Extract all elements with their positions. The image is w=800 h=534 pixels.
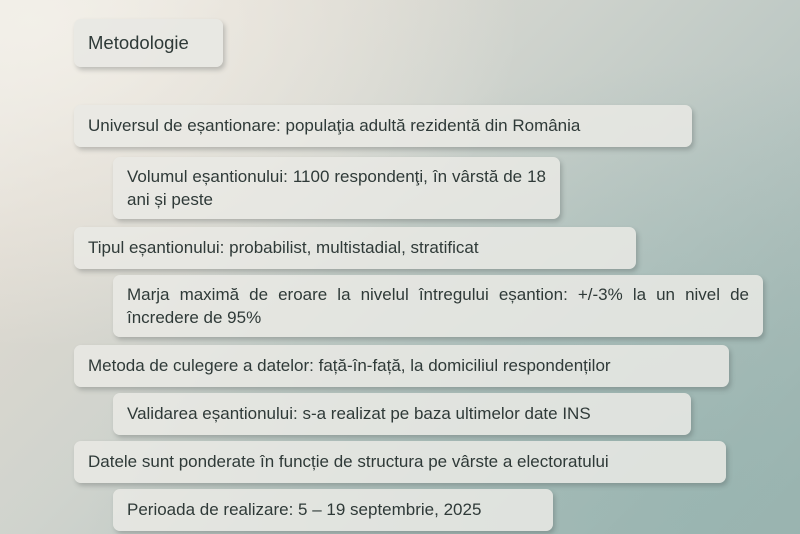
slide-title: Metodologie — [88, 32, 189, 54]
methodology-item-text: Datele sunt ponderate în funcție de structura pe vârste a electoratului — [88, 452, 609, 472]
methodology-item-text: Validarea eșantionului: s-a realizat pe baza ultimelor date INS — [127, 404, 591, 424]
methodology-item-collection-method — [74, 345, 729, 387]
methodology-item-text: Metoda de culegere a datelor: față-în-față, la domiciliul respondenților — [88, 356, 611, 376]
methodology-item-sample-size — [113, 157, 560, 219]
methodology-item-text: Universul de eșantionare: populaţia adultă rezidentă din România — [88, 116, 581, 136]
methodology-item-margin-of-error — [113, 275, 763, 337]
methodology-item-sample-validation — [113, 393, 691, 435]
methodology-item-text: Perioada de realizare: 5 – 19 septembrie, 2025 — [127, 500, 482, 520]
slide-title-card — [74, 19, 223, 67]
methodology-item-period — [113, 489, 553, 531]
methodology-item-text: Marja maximă de eroare la nivelul întregului eșantion: +/-3% la un nivel de încredere de 95% — [127, 284, 749, 327]
methodology-item-universe — [74, 105, 692, 147]
methodology-item-sample-type — [74, 227, 636, 269]
methodology-item-weighting — [74, 441, 726, 483]
methodology-item-text: Tipul eșantionului: probabilist, multistadial, stratificat — [88, 238, 479, 258]
methodology-item-text: Volumul eșantionului: 1100 respondenţi, în vârstă de 18 ani și peste — [127, 166, 546, 209]
